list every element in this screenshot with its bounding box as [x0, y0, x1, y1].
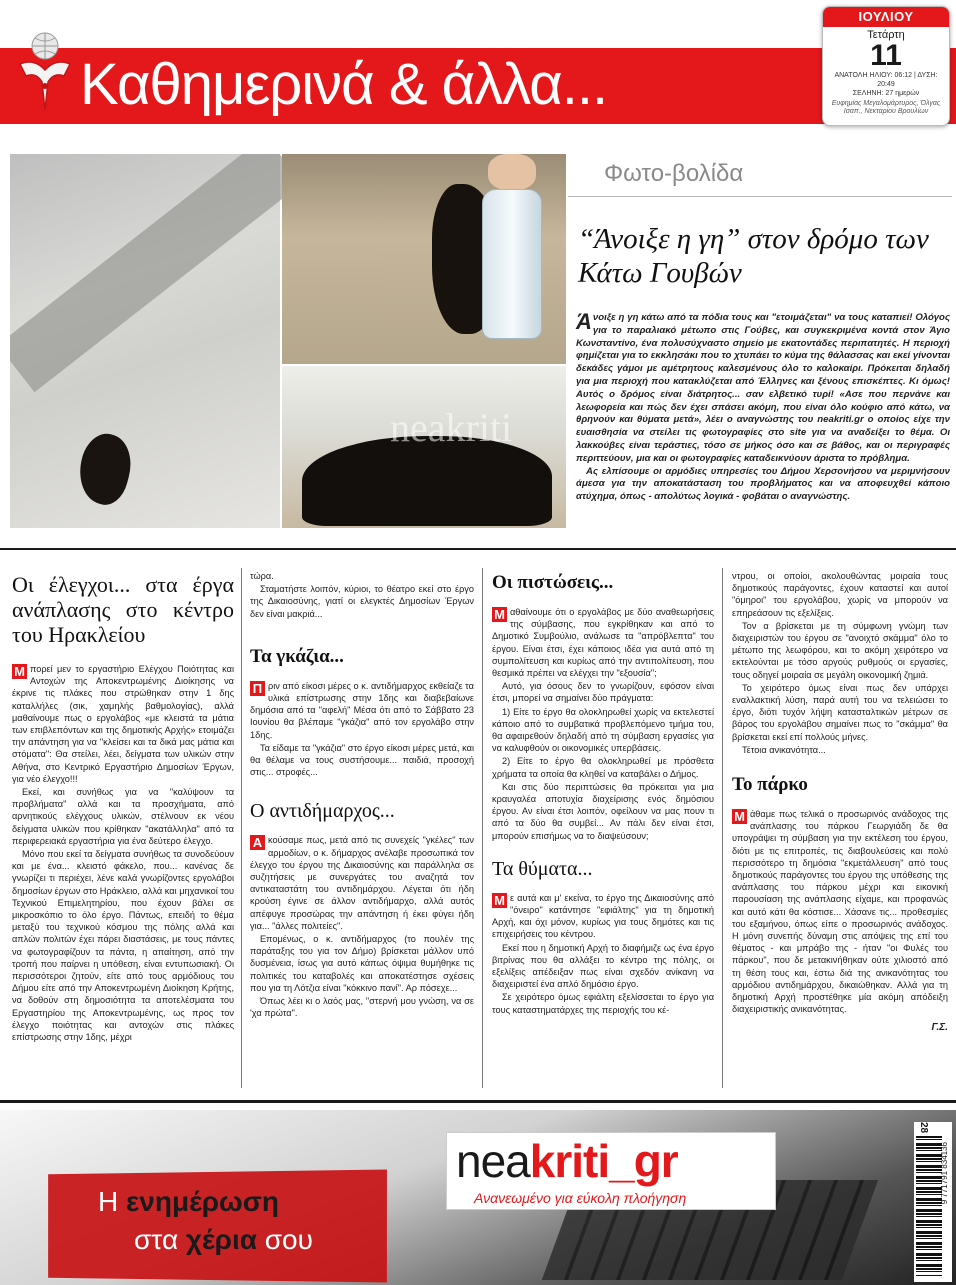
date-weekday: Τετάρτη	[867, 29, 905, 41]
feature-label: Φωτο-βολίδα	[604, 160, 744, 187]
subhead-throttle: Τα γκάζια...	[250, 645, 344, 667]
subhead-deputy-mayor: Ο αντιδήμαρχος...	[250, 800, 395, 823]
article-col-2: τώρα. Σταματήστε λοιπόν, κύριοι, το θέατρο εκεί στο έργο της Δικαιοσύνης, γιατί οι ελεγκτές Δημοσίων Έργων δεν είναι μακριά... Τα γκάζια... Π ριν από είκοσι μέρες ο κ. αντιδήμαρχος εκθείαζε τα υλικά επίστρωσης στην 1δης και διαβεβαίωνε δημόσια από τα "αφελή" Μέσα ότι από το Σάββατο 23 Ιουνίου θα βλέπαμε "γκάζια" από τον εργολάβο στην 1δης. Τα είδαμε τα "γκάζια" στο έργο είκοσι μέρες μετά, και θα θέλαμε να τους συστήσουμε... παιδιά, προσοχή στις... στροφές... Ο αντιδήμαρχος... Α κούσαμε πως, μετά από τις συνεχείς "γκέλες" των αρμοδίων, ο κ. δήμαρχος ανέλαβε προσωπικά τον έλεγχο του έργου της Δικαιοσύνης και παράλληλα σε συζητήσεις με συνεργάτες του αναζητά τον αντικαταστάτη του αντιδημάρχου. Λέγεται ότι ήδη κρούση έγινε σε άλλον αντιδήμαρχο, αλλά αυτός απέφυγε προσώρας την απάντηση ή έκει φύγει ήδη για... "άλλες πολιτείες". Επομένως, ο κ. αντιδήμαρχος (το πουλέν της παράταξης του για τον Δήμο) βρίσκεται μάλλον υπό δυσμένεια, ίσως για αυτό κάπως όψιμα θυμήθηκε τις πολιτικές του καταβολές και αποκατέστησε σχέσεις που για τη Λότζια είναι "κόκκινο πανί". Αρ πόσεχε... Όπως λέει κι ο λαός μας, "στερνή μου γνώση, να σε 'χα πρώτα".	[250, 571, 474, 1019]
pen-globe-logo-icon	[14, 30, 76, 116]
date-month: ΙΟΥΛΙΟΥ	[823, 7, 949, 27]
section-divider	[0, 1100, 956, 1103]
photo-hole-bottle	[282, 154, 566, 364]
issue-number: 28	[918, 1121, 930, 1134]
section-divider	[0, 548, 956, 550]
column-divider	[482, 568, 483, 1088]
page-title: Καθημερινά & άλλα...	[80, 52, 608, 117]
name-days: Ευφημίας Μεγαλομάρτυρος, Όλγας Ισαπ., Νεκταρίου Βρουλίων	[831, 100, 941, 115]
subhead-credits: Οι πιστώσεις...	[492, 572, 614, 593]
date-day-number: 11	[870, 39, 902, 72]
column-divider	[241, 568, 242, 1088]
subhead-victims: Τα θύματα...	[492, 857, 593, 880]
article-col-4: ντρου, οι οποίοι, ακολουθώντας μοιραία τους δημοτικούς παράγοντες, έχουν καταστεί και αυτοί "όμηροι" του εργολάβου, χωρίς να μπορούν να επηρεάσουν τις εξελίξεις. Τον α βρίσκεται με τη σύμφωνη γνώμη των διαχειριστών του έργου σε "ανοιχτό σκάμμα" όλο το μέτωπο της λεωφόρου, και το ακόμη χειρότερο να εκτελούνται με τόσο αργούς ρυθμούς οι εργασίες, τους οδηγεί μοιραία σε μεγάλη οικονομική ζημιά. Το χειρότερο όμως είναι πως δεν υπάρχει εναλλακτική λύση, παρά αυτή του να τελειώσει το έργο, διότι τυχόν λήψη κατασταλτικών μέτρων σε βάρος του εργολάβου σημαίνει πως το "σκάμμα" θα βρίσκεται εκεί επί πολλούς μήνες. Τέτοια ανικανότητα... Το πάρκο Μ άθαμε πως τελικά ο προσωρινός ανάδοχος της ανάπλασης του πάρκου Γεωργιάδη δε θα υπογράψει τη σύμβαση για την εκτέλεση του έργου, διότι με τις επιτροπές, τις διαβουλεύσεις και πολύ περισσότερο τη δημόσια "εκμετάλλευση" από τους δημοτικούς παράγοντες του έργου της υπόθεσης της ανάπλασης του πάρκου μέχρι και εικονική παρουσίαση της ανάπλασης είχαμε, και προφανώς και αυτό κάτι θα κόστισε... Χάσανε τις... προθεσμίες του εξαμήνου, όπως είπε ο προσωρινός ανάδοχος. Η μόνη συνεπής δύναμη στις απόψεις της επί του θέματος - και μπράβο της - ήταν "οι Φυλές του πάρκου", που δε μετακινήθηκαν ούτε χιλιοστό από τη θέση τους και, έστω διά της ανικανότητας του αρμόδιου αντιδημάρχου, δικαιώθηκαν. Αλλά για τη δημοτική Αρχή προστέθηκε μία ακόμη απόδειξη διαχειριστικής ανικανότητας. Γ.Σ.	[732, 571, 948, 1033]
feature-title: “Άνοιξε η γη” στον δρόμο των Κάτω Γουβών	[578, 223, 929, 289]
sun-times: ΑΝΑΤΟΛΗ ΗΛΙΟΥ: 06:12 | ΔΥΣΗ: 20:49	[834, 72, 938, 88]
column-divider	[722, 568, 723, 1088]
barcode-icon	[916, 1136, 942, 1276]
article-col-3: Οι πιστώσεις... Μ αθαίνουμε ότι ο εργολάβος με δύο αναθεωρήσεις της σύμβασης, που εγκρίθηκαν και από το Δημοτικό Συμβούλιο, ανάλωσε τα "απρόβλεπτα" του έργου. Είναι έτσι, έχει κάποιος ιδέα για αυτά από τη συμπολίτευση και κυρίως από την αντιπολίτευση, που θεσμικά πρέπει να ελέγχει την "εξουσία"; Αυτό, για όσους δεν το γνωρίζουν, εφόσον είναι έτσι, μπορεί να σημαίνει δύο πράγματα: 1) Είτε το έργο θα ολοκληρωθεί χωρίς να εκτελεστεί κάποιο από το συμβατικά προβλεπόμενο τμήμα του, θα αφαιρεθούν δηλαδή από τη σύμβαση εργασίες για να καλυφθούν οι οικονομικές υπερβάσεις. 2) Είτε το έργο θα ολοκληρωθεί με πρόσθετα χρήματα τα οποία θα κληθεί να καταβάλει ο Δήμος. Και στις δύο περιπτώσεις θα πρόκειται για μια κραυγαλέα αποτυχία διαχείρισης ενός δημόσιου έργου. Αν είναι έτσι λοιπόν, οφείλουν να μας πουν τι από τα δύο θα συμβεί... Αν πάλι δεν είναι έτσι, μπορούν επισήμως να το διαψεύσουν; Τα θύματα... Μ ε αυτά και μ' εκείνα, το έργο της Δικαιοσύνης από "όνειρο" κατάντησε "εφιάλτης" για τη δημοτική Αρχή, και όχι μόνον, κυρίως για τους δημότες και τις επιχειρήσεις του κέντρου. Εκεί που η δημοτική Αρχή το διαφήμιζε ως ένα έργο βιτρίνας που θα αλλάξει το κέντρο της πόλης, οι εξελίξεις απέδειξαν πως είναι σχεδόν ανίκανη να διαχειριστεί ένα απλό δημόσιο έργο. Σε χειρότερο όμως εφιάλτη εξελίσσεται το έργο για τους καταστηματάρχες της περιοχής του κέ-	[492, 572, 714, 1015]
feature-body: Άνοιξε η γη κάτω από τα πόδια τους και "ετοιμάζεται" να τους καταπιεί! Ολόγος για το παραλιακό μέτωπο στις Γούβες, και συγκεκριμένα κοντά στον Άγιο Κωνσταντίνο, ένα πολυσύχναστο σημείο με εκατοντάδες περιπατητές. Η περιοχή φημίζεται για το εκκλησάκι που το χτυπάει το κύμα της θάλασσας και εκεί γίνονται δεκάδες γάμοι με αμέτρητους καλεσμένους όλο το καλοκαίρι. Πρόκειται δηλαδή για μια περιοχή που κατακλύζεται από Έλληνες και ξένους επισκέπτες. Κι όμως! Αυτός ο δρόμος είναι διάτρητος... σαν ελβετικό τυρί! «Ασε που περνάνε και λεωφορεία και πώς δεν έχει σπάσει ακόμη, που είναι όλο κούφιο από κάτω, να θρηνούν και θύματα μετά», λέει ο αναγνώστης του neakriti.gr ο οποίος είχε την ευαισθησία να στείλει τις φωτογραφίες στο site για να αναδείξει το θέμα. Οι λακκούβες είναι τεράστιες, τόσο σε μήκος όσο και σε βάθος, και οι περιγραφές περιττεύουν, μια και οι φωτογραφίες καταδεικνύουν άριστα το πρόβλημα. Ας ελπίσουμε οι αρμόδιες υπηρεσίες του Δήμου Χερσονήσου να μεριμνήσουν άμεσα για την αποκατάσταση του προβλήματος και να αποφευχθεί κάποιο ατύχημα, όπως - απολύτως λογικά - φοβάται ο αναγνώστης.	[576, 309, 950, 503]
date-box	[822, 6, 950, 126]
dropcap: Μ	[12, 664, 27, 679]
feature-body-closing: Ας ελπίσουμε οι αρμόδιες υπηρεσίες του Δήμου Χερσονήσου να μεριμνήσουν άμεσα για την αποκατάσταση του προβλήματος και να αποφευχθεί κάποιο ατύχημα, όπως - απολύτως λογικά - φοβάται ο αναγνώστης.	[576, 465, 950, 503]
ad-brand-logo: neakriti_gr	[456, 1135, 678, 1187]
author-signature: Γ.Σ.	[931, 1021, 948, 1033]
divider	[568, 196, 952, 197]
dropcap: Μ	[492, 607, 507, 622]
barcode-number: 9 771791 834136	[940, 1142, 949, 1205]
dropcap: Μ	[492, 893, 507, 908]
feature-photo	[10, 154, 566, 528]
feature-dropcap: Ά	[576, 309, 592, 334]
ad-slogan-line-1: Η ενημέρωση	[98, 1186, 279, 1217]
moon-age: ΣΕΛΗΝΗ: 27 ημερών	[852, 90, 920, 97]
dropcap: Α	[250, 835, 265, 850]
dropcap: Π	[250, 681, 265, 696]
barcode	[914, 1122, 952, 1282]
photo-road-hole	[10, 154, 280, 528]
subhead-park: Το πάρκο	[732, 774, 808, 796]
water-bottle-image	[482, 189, 542, 339]
ad-slogan-line-2: στα χέρια σου	[134, 1224, 313, 1255]
ad-tagline: Ανανεωμένο για εύκολη πλοήγηση	[474, 1190, 687, 1206]
dropcap: Μ	[732, 809, 747, 824]
article-col-1: Οι έλεγχοι... στα έργα ανάπλασης στο κέντρο του Ηρακλείου Μ πορεί μεν το εργαστήριο Ελέγχου Ποιότητας και Αντοχών της Αποκεντρωμένης Διοίκησης να έκρινε τις πλάκες που στρώθηκαν στην 1 δης καταλλήλες (σικ, χαμηλής βαθμολογίας), αλλά μαθαίνουμε πως ο εργολάβος «με κλειστά τα μάτια των επιβλεπόντων και της δημοτικής Αρχής» ετοιμάζει την απάντηση για να "κλείσει και τα δικά μας μάτια και στόματα": Θα στείλει, λέει, δείγματα των υλικών στην Αθήνα, στο Κεντρικό Εργαστήριο Δημοσίων Έργων, για νέο έλεγχο!!! Εκεί, και συνήθως για να "καλύψουν τα προβλήματα" αλλά και τα προσχήματα, από αρνητικούς ελέγχους υλικών, στέλνουν εκ νέου δείγματα υλικών που κρίθηκαν "ακατάλληλα" από τα περιφερειακά εργαστήρια για ένα δεύτερο έλεγχο. Μόνο που εκεί τα δείγματα συνήθως τα συνοδεύουν και με ένα... κλειστό φάκελο, που... κανένας δε γνωρίζει τι περιέχει, λένε καλά γνωρίζοντες εργολάβοι δημοσίων έργων στο Ηράκλειο, αλλά και μηχανικοί του Τεχνικού Επιμελητηρίου, που έχουν βάλει σε μικροσκόπιο το όλο έργο. Πάντως, επειδή το θέμα μεταξύ του τεχνικού κόσμου της πόλης αλλά και απλών πολιτών έχει πάρει διαστάσεις, με τους πάντες να φωτογραφίζουν τα πάντα, η απαίτηση, από την τροπή που παίρνει η υπόθεση, είναι εντυπωσιακή. Οι περισσότεροι ζητούν, είτε από τους αρμόδιους του Δήμου είτε από την Αποκεντρωμένη Διοίκηση Κρήτης, να δοθούν στη δημοσιότητα τα αποτελέσματα του Εργαστηρίου της Αποκεντρωμένης, ως προς τον έλεγχο ποιότητας και αντοχών στις πλάκες επίστρωσης στην 1δης, μέχρι	[12, 572, 234, 1043]
advertisement-banner[interactable]	[0, 1110, 956, 1285]
article-title-inspections: Οι έλεγχοι... στα έργα ανάπλασης στο κέντρο του Ηρακλείου	[12, 572, 234, 647]
watermark: neakriti	[390, 405, 513, 450]
